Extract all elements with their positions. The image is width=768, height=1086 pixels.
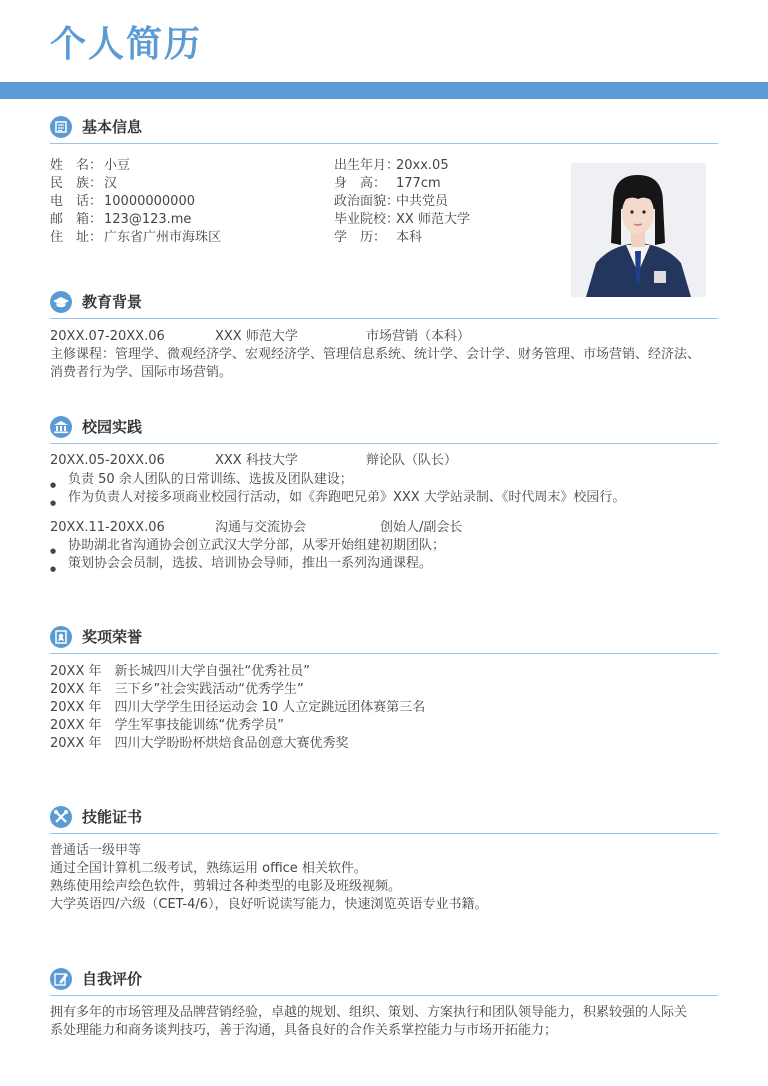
skill-item: 熟练使用绘声绘色软件，剪辑过各种类型的电影及班级视频。 xyxy=(50,879,402,894)
section-basic-info xyxy=(50,114,718,144)
campus-period: 20XX.11-20XX.06 xyxy=(50,520,165,535)
award-icon xyxy=(50,626,72,648)
campus-role: 辩论队（队长） xyxy=(366,453,458,468)
info-name: 姓 名： 小豆 xyxy=(50,158,131,173)
page-title: 个人简历 xyxy=(50,24,203,65)
edu-courses-line2: 消费者行为学、国际市场营销。 xyxy=(50,365,233,380)
section-self-evaluation xyxy=(50,966,718,996)
info-address: 住 址： 广东省广州市海珠区 xyxy=(50,230,222,245)
award-item: 20XX 年 四川大学盼盼杯烘焙食品创意大赛优秀奖 xyxy=(50,736,349,751)
skill-item: 普通话一级甲等 xyxy=(50,843,142,858)
pencil-icon xyxy=(50,968,72,990)
list-item: ● 负责 50 余人团队的日常训练、选拔及团队建设； xyxy=(50,471,353,489)
portrait-photo xyxy=(571,163,706,297)
skill-item: 大学英语四/六级（CET-4/6），良好听说读写能力，快速浏览英语专业书籍。 xyxy=(50,897,488,912)
section-title: 自我评价 xyxy=(82,970,143,988)
edu-period: 20XX.07-20XX.06 xyxy=(50,329,165,344)
self-eval-line2: 系处理能力和商务谈判技巧，善于沟通，具备良好的合作关系掌控能力与市场开拓能力； xyxy=(50,1023,558,1038)
campus-org: XXX 科技大学 xyxy=(215,453,298,468)
award-item: 20XX 年 学生军事技能训练“优秀学员” xyxy=(50,718,284,733)
section-title: 基本信息 xyxy=(82,118,143,136)
edu-courses-line1: 主修课程：管理学、微观经济学、宏观经济学、管理信息系统、统计学、会计学、财务管理、市场营销、经济法、 xyxy=(50,347,701,362)
graduation-cap-icon xyxy=(50,291,72,313)
section-title: 教育背景 xyxy=(82,293,143,311)
list-item: ● 作为负责人对接多项商业校园行活动，如《奔跑吧兄弟》XXX 大学站录制、《时代周末》校园行。 xyxy=(50,489,625,507)
info-school: 毕业院校：XX 师范大学 xyxy=(334,212,470,227)
section-skills xyxy=(50,804,718,834)
info-degree: 学 历： 本科 xyxy=(334,230,423,245)
section-awards xyxy=(50,624,718,654)
header-bar xyxy=(0,82,768,99)
section-title: 校园实践 xyxy=(82,418,143,436)
info-ethnic: 民 族： 汉 xyxy=(50,176,118,191)
building-icon xyxy=(50,416,72,438)
info-politics: 政治面貌：中共党员 xyxy=(334,194,449,209)
edu-school: XXX 师范大学 xyxy=(215,329,298,344)
section-title: 技能证书 xyxy=(82,808,143,826)
edu-major: 市场营销（本科） xyxy=(366,329,471,344)
id-card-icon xyxy=(50,116,72,138)
campus-role: 创始人/副会长 xyxy=(380,520,463,535)
section-campus xyxy=(50,414,718,444)
campus-org: 沟通与交流协会 xyxy=(215,520,307,535)
skill-item: 通过全国计算机二级考试，熟练运用 office 相关软件。 xyxy=(50,861,367,876)
section-education xyxy=(50,289,718,319)
section-title: 奖项荣誉 xyxy=(82,628,143,646)
award-item: 20XX 年 新长城四川大学自强社“优秀社员” xyxy=(50,664,310,679)
list-item: ● 策划协会会员制，选拔、培训协会导师，推出一系列沟通课程。 xyxy=(50,555,432,573)
info-phone: 电 话： 10000000000 xyxy=(50,194,195,209)
award-item: 20XX 年 三下乡”社会实践活动“优秀学生” xyxy=(50,682,304,697)
tools-icon xyxy=(50,806,72,828)
info-birth: 出生年月：20xx.05 xyxy=(334,158,449,173)
info-height: 身 高： 177cm xyxy=(334,176,441,191)
self-eval-line1: 拥有多年的市场管理及品牌营销经验，卓越的规划、组织、策划、方案执行和团队领导能力，积累较强的人际关 xyxy=(50,1005,688,1020)
campus-period: 20XX.05-20XX.06 xyxy=(50,453,165,468)
info-email: 邮 箱： 123@123.me xyxy=(50,212,192,227)
award-item: 20XX 年 四川大学学生田径运动会 10 人立定跳远团体赛第三名 xyxy=(50,700,426,715)
list-item: ● 协助湖北省沟通协会创立武汉大学分部，从零开始组建初期团队； xyxy=(50,537,445,555)
